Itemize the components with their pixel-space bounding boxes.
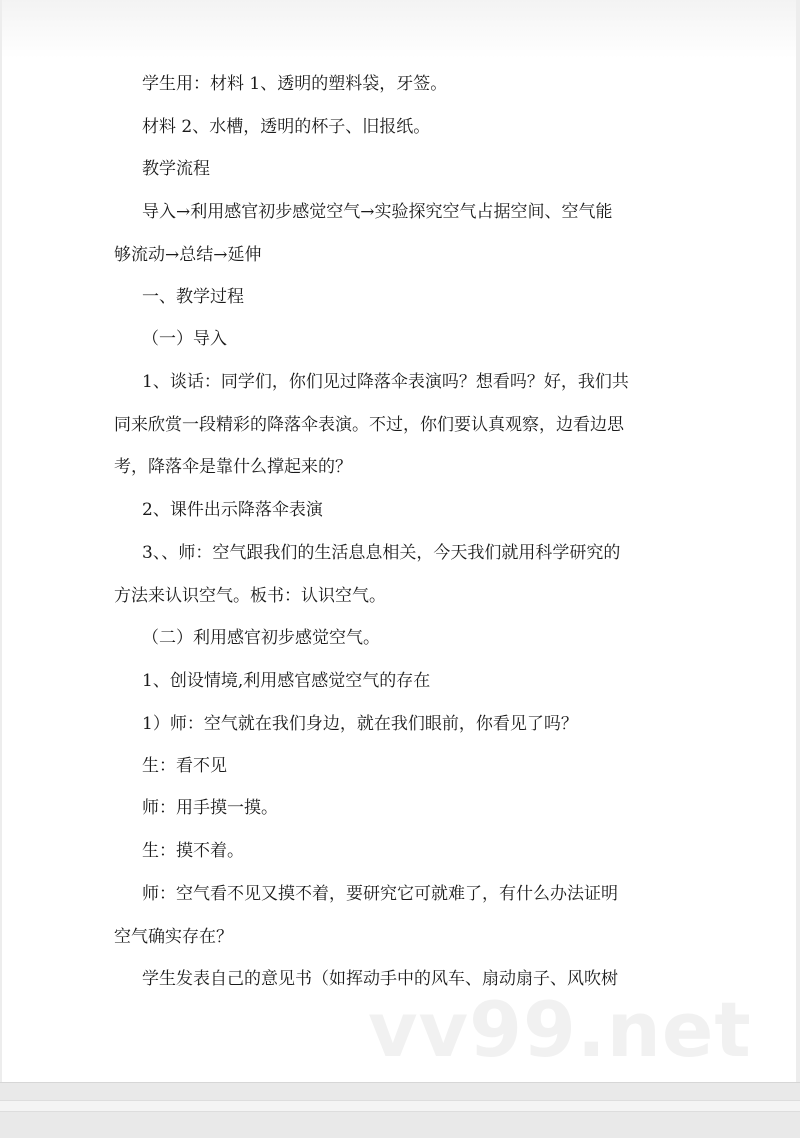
text-line: 师：空气看不见又摸不着，要研究它可就难了，有什么办法证明 bbox=[142, 884, 618, 904]
text-line: 同来欣赏一段精彩的降落伞表演。不过，你们要认真观察，边看边思 bbox=[114, 415, 624, 435]
page-top-shade bbox=[2, 0, 796, 58]
text-line: 1、谈话：同学们，你们见过降落伞表演吗？想看吗？好，我们共 bbox=[142, 372, 629, 392]
section-heading: 教学流程 bbox=[142, 159, 210, 179]
text-line: 方法来认识空气。板书：认识空气。 bbox=[114, 586, 386, 606]
text-line: 考，降落伞是靠什么撑起来的？ bbox=[114, 457, 352, 477]
text-line: 生：摸不着。 bbox=[142, 841, 244, 861]
text-line: 学生发表自己的意见书（如挥动手中的风车、扇动扇子、风吹树 bbox=[142, 969, 618, 989]
text-line: 导入→利用感官初步感觉空气→实验探究空气占据空间、空气能 bbox=[142, 202, 613, 222]
text-line: 师：用手摸一摸。 bbox=[142, 798, 278, 818]
text-line: 够流动→总结→延伸 bbox=[114, 245, 262, 265]
section-heading: 一、教学过程 bbox=[142, 287, 244, 307]
text-line: 空气确实存在？ bbox=[114, 927, 233, 947]
text-line: 1）师：空气就在我们身边，就在我们眼前，你看见了吗？ bbox=[142, 714, 578, 734]
text-line: 生：看不见 bbox=[142, 756, 227, 776]
text-line: 2、课件出示降落伞表演 bbox=[142, 500, 323, 520]
text-line: 1、创设情境,利用感官感觉空气的存在 bbox=[142, 671, 431, 691]
text-line: 材料 2、水槽，透明的杯子、旧报纸。 bbox=[142, 117, 431, 137]
subsection-heading: （一）导入 bbox=[142, 329, 227, 349]
watermark: vv99.net bbox=[368, 985, 752, 1074]
text-line: 学生用：材料 1、透明的塑料袋，牙签。 bbox=[142, 74, 448, 94]
horizontal-scrollbar[interactable] bbox=[0, 1100, 800, 1112]
document-page bbox=[2, 0, 796, 1082]
text-line: 3、、师：空气跟我们的生活息息相关，今天我们就用科学研究的 bbox=[142, 543, 621, 563]
subsection-heading: （二）利用感官初步感觉空气。 bbox=[142, 628, 380, 648]
